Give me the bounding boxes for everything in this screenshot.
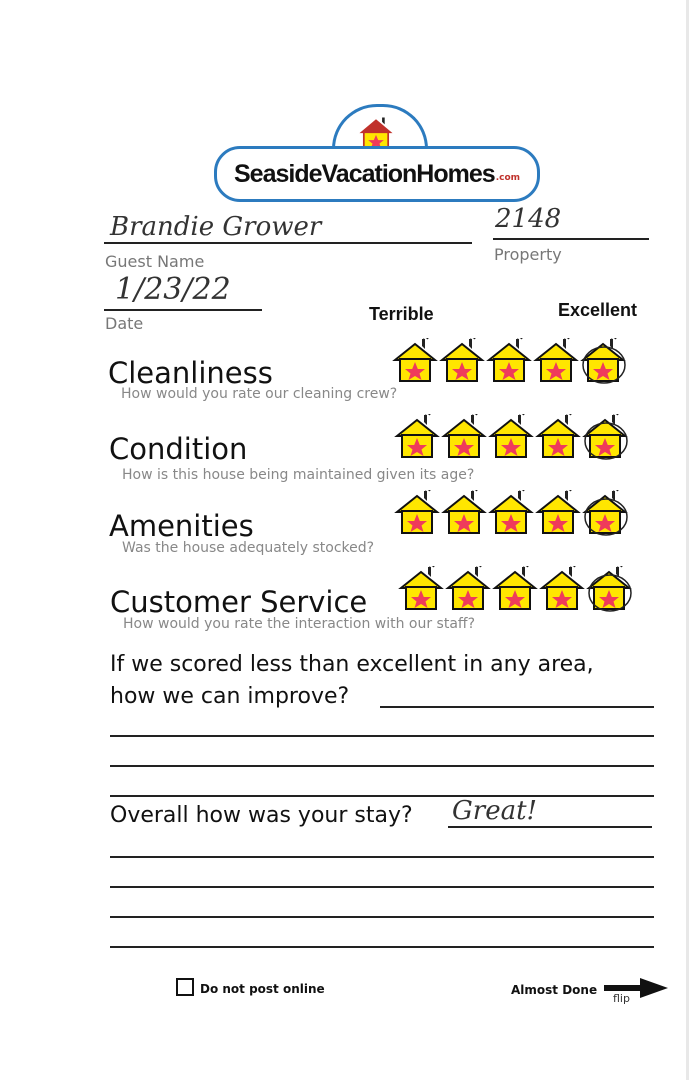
rating-houses-amenities[interactable]	[394, 490, 628, 536]
property-label: Property	[494, 245, 562, 264]
rating-question-condition: How is this house being maintained given its age?	[122, 467, 475, 483]
overall-extra-line-3[interactable]	[110, 916, 654, 918]
improve-question-line1: If we scored less than excellent in any area,	[110, 652, 594, 677]
logo-pill	[214, 146, 540, 202]
scale-high-label: Excellent	[558, 300, 638, 320]
guest-name-label: Guest Name	[105, 252, 205, 271]
rating-question-amenities: Was the house adequately stocked?	[122, 540, 375, 556]
rating-houses-customer-service[interactable]	[398, 566, 632, 612]
rating-title-customer-service: Customer Service	[110, 585, 368, 619]
house-rating-3-icon[interactable]	[488, 490, 534, 536]
overall-question: Overall how was your stay?	[110, 803, 413, 828]
overall-answer-line[interactable]	[448, 826, 652, 828]
overall-extra-line-4[interactable]	[110, 946, 654, 948]
guest-name-value: Brandie Grower	[110, 212, 322, 242]
guest-name-line	[104, 242, 472, 244]
house-rating-2-icon[interactable]	[439, 338, 485, 384]
property-value: 2148	[495, 204, 562, 234]
rating-title-amenities: Amenities	[109, 509, 254, 543]
overall-extra-line-2[interactable]	[110, 886, 654, 888]
scale-low-label: Terrible	[369, 304, 434, 324]
rating-title-cleanliness: Cleanliness	[108, 356, 273, 390]
house-rating-3-icon[interactable]	[492, 566, 538, 612]
date-line	[104, 309, 262, 311]
date-value: 1/23/22	[115, 272, 231, 307]
property-line	[493, 238, 649, 240]
do-not-post-label: Do not post online	[200, 982, 325, 996]
rating-houses-cleanliness[interactable]	[392, 338, 626, 384]
house-rating-1-icon[interactable]	[398, 566, 444, 612]
rating-question-cleanliness: How would you rate our cleaning crew?	[121, 386, 398, 402]
flip-label: flip	[613, 992, 630, 1005]
house-rating-4-icon[interactable]	[535, 490, 581, 536]
logo-suffix: .com	[495, 173, 521, 183]
house-rating-2-icon[interactable]	[441, 414, 487, 460]
house-rating-4-icon[interactable]	[535, 414, 581, 460]
house-rating-5-icon[interactable]	[582, 490, 628, 536]
rating-houses-condition[interactable]	[394, 414, 628, 460]
date-label: Date	[105, 314, 144, 333]
house-rating-3-icon[interactable]	[488, 414, 534, 460]
improve-answer-line-3[interactable]	[110, 765, 654, 767]
house-rating-2-icon[interactable]	[445, 566, 491, 612]
logo-brand-text: SeasideVacationHomes	[233, 159, 495, 188]
house-rating-1-icon[interactable]	[394, 414, 440, 460]
do-not-post-checkbox[interactable]	[176, 978, 194, 996]
improve-question-line2: how we can improve?	[110, 684, 350, 709]
house-rating-3-icon[interactable]	[486, 338, 532, 384]
overall-extra-line-1[interactable]	[110, 856, 654, 858]
house-rating-2-icon[interactable]	[441, 490, 487, 536]
improve-answer-line-2[interactable]	[110, 735, 654, 737]
house-rating-5-icon[interactable]	[580, 338, 626, 384]
brand-logo	[214, 104, 539, 199]
improve-answer-line-1[interactable]	[380, 706, 654, 708]
house-rating-4-icon[interactable]	[533, 338, 579, 384]
rating-title-condition: Condition	[109, 432, 248, 466]
improve-answer-line-4[interactable]	[110, 795, 654, 797]
house-rating-5-icon[interactable]	[586, 566, 632, 612]
house-rating-1-icon[interactable]	[392, 338, 438, 384]
house-rating-4-icon[interactable]	[539, 566, 585, 612]
house-rating-1-icon[interactable]	[394, 490, 440, 536]
overall-answer: Great!	[452, 796, 537, 826]
almost-done-label: Almost Done	[511, 983, 598, 997]
house-rating-5-icon[interactable]	[582, 414, 628, 460]
rating-question-customer-service: How would you rate the interaction with our staff?	[123, 616, 475, 632]
